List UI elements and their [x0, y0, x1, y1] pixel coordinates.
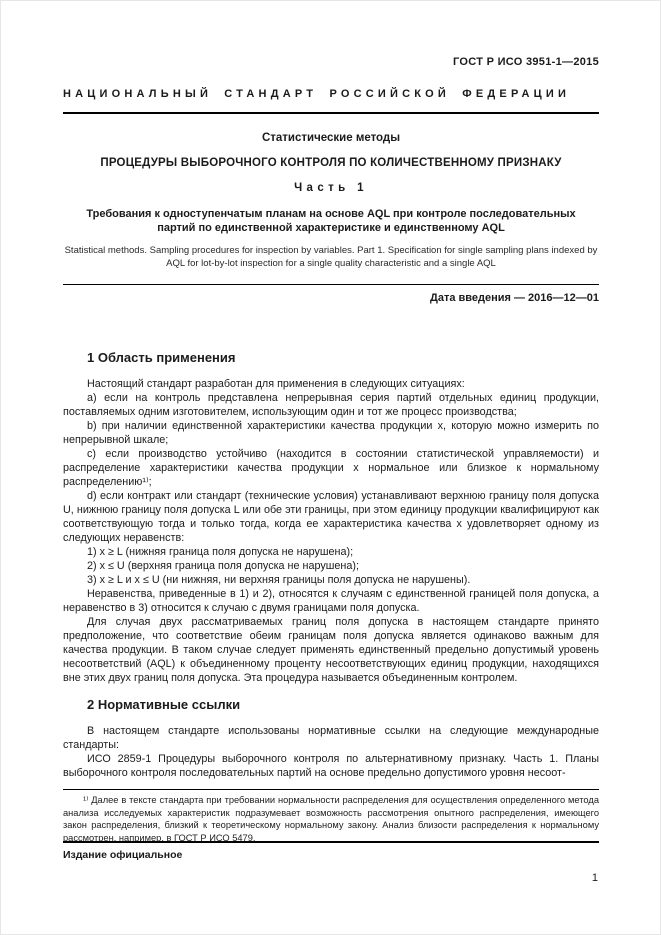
title-english: Statistical methods. Sampling procedures for inspection by variables. Part 1. Specification for single sampling plans indexed by AQL for lot-by-lot inspection for a single quality characteristic and a single AQL — [64, 245, 598, 269]
footer-divider — [63, 841, 599, 843]
effective-date: Дата введения — 2016—12—01 — [430, 292, 599, 304]
title-divider — [63, 284, 599, 285]
paragraph: c) если производство устойчиво (находится в состоянии статистической управляемости) и распределение характеристики качества продукции x нормальное или близкое к нормальному распределению¹⁾; — [63, 448, 599, 488]
title-main: ПРОЦЕДУРЫ ВЫБОРОЧНОГО КОНТРОЛЯ ПО КОЛИЧЕСТВЕННОМУ ПРИЗНАКУ — [100, 157, 562, 169]
title-part: Часть 1 — [294, 182, 368, 194]
list-item: 3) x ≥ L и x ≤ U (ни нижняя, ни верхняя границы поля допуска не нарушены). — [87, 574, 471, 586]
section-1-heading: 1 Область применения — [87, 350, 236, 365]
paragraph: b) при наличии единственной характеристики качества продукции x, которую можно измерить по непрерывной шкале; — [63, 420, 599, 446]
paragraph: Для случая двух рассматриваемых границ поля допуска в настоящем стандарте принято предположение, что соответствие обеим границам поля допуска является одинаково важным для качества продукции. В таком случае следует применять единственный предельно допустимый уровень несоответствий (AQL) к объединенному проценту несоответствующих единиц продукции, находящихся вне этих двух границ поля допуска. Эта процедура называется объединенным контролем. — [63, 616, 599, 684]
footnote-text: ¹⁾ Далее в тексте стандарта при требовании нормальности распределения для осуществления определенного метода анализа исследуемых характеристик подразумевает возможность рассмотрения опытного распределения, имеющего закон распределения, близкий к теоретическому нормальному закону. Анализ близости распределения к нормальному рассмотрен, например, в ГОСТ Р ИСО 5479. — [63, 795, 599, 843]
paragraph: Настоящий стандарт разработан для применения в следующих ситуациях: — [87, 378, 465, 390]
paragraph: В настоящем стандарте использованы нормативные ссылки на следующие международные стандарты: — [63, 725, 599, 751]
edition-note: Издание официальное — [63, 849, 183, 861]
list-item: 1) x ≥ L (нижняя граница поля допуска не нарушена); — [87, 546, 354, 558]
doc-number: ГОСТ Р ИСО 3951-1—2015 — [453, 56, 599, 68]
title-subtitle: Требования к одноступенчатым планам на основе AQL при контроле последовательных партий по единственной характеристике и единственному AQL — [86, 208, 576, 234]
title-block — [63, 114, 599, 270]
paragraph: a) если на контроль представлена непрерывная серия партий отдельных единиц продукции, поставляемых одним изготовителем, использующим один и тот же процесс производства; — [63, 392, 599, 418]
list-item: 2) x ≤ U (верхняя граница поля допуска не нарушена); — [87, 560, 359, 572]
paragraph: Неравенства, приведенные в 1) и 2), относятся к случаям с единственной границей поля допуска, а неравенство в 3) относится к случаю с двумя границами поля допуска. — [63, 588, 599, 614]
paragraph: ИСО 2859-1 Процедуры выборочного контроля по альтернативному признаку. Часть 1. Планы выборочного контроля последовательных партий на основе предельно допустимого уровня несоот- — [63, 753, 599, 779]
section-2-heading: 2 Нормативные ссылки — [87, 697, 241, 712]
paragraph: d) если контракт или стандарт (технические условия) устанавливают верхнюю границу поля допуска U, нижнюю границу поля допуска L или обе эти границы, при этом единицу продукции квалифицируют как соответствующую тогда и только тогда, когда ее характеристика качества x удовлетворяет одному из следующих неравенств: — [63, 490, 599, 544]
title-subject: Статистические методы — [261, 132, 401, 144]
standard-type-heading: НАЦИОНАЛЬНЫЙ СТАНДАРТ РОССИЙСКОЙ ФЕДЕРАЦИИ — [63, 88, 571, 100]
page-number: 1 — [591, 872, 598, 884]
